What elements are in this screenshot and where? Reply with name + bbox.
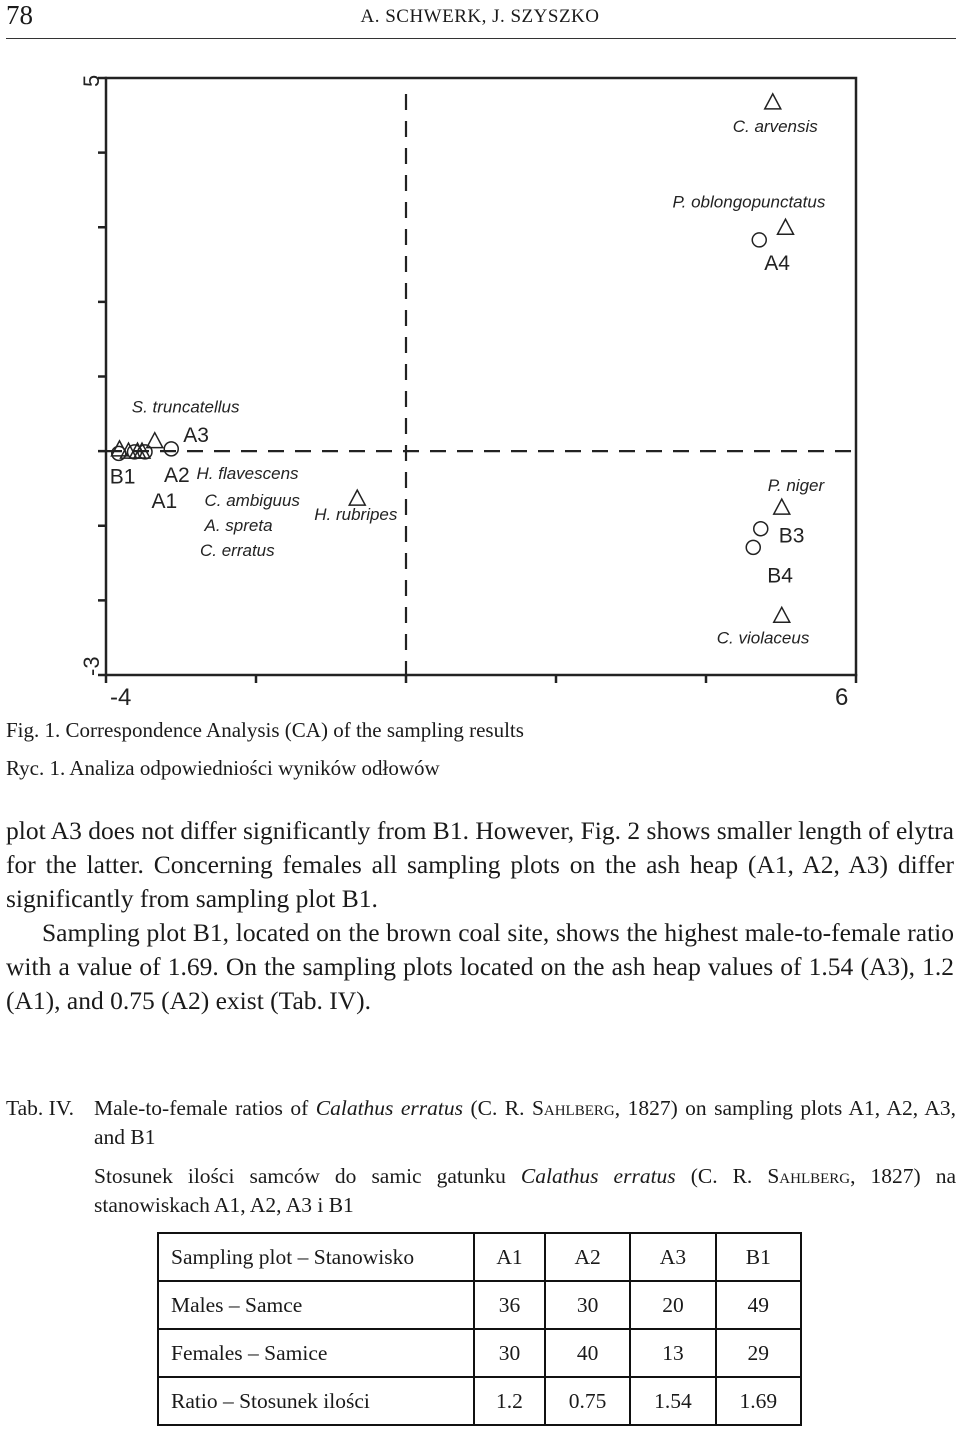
y-tick-label-min: -3 [79, 656, 104, 676]
author-name: Sahlberg [767, 1164, 851, 1188]
table-cell: 36 [474, 1281, 545, 1329]
table-caption [6, 1094, 956, 1220]
table-cell: 30 [545, 1281, 630, 1329]
table-cell: A2 [545, 1233, 630, 1281]
table-cell: Males – Samce [158, 1281, 474, 1329]
caption-text: (C. R. [462, 1096, 532, 1120]
point-label: C. erratus [200, 541, 275, 561]
table-cell: A1 [474, 1233, 545, 1281]
table-cell: 1.54 [630, 1377, 715, 1425]
species-point-h-rubripes [349, 490, 365, 505]
point-label: H. flavescens [196, 463, 299, 483]
point-label: S. truncatellus [131, 397, 240, 417]
point-label: B3 [778, 524, 805, 548]
site-point-a3 [164, 442, 178, 456]
table-row [158, 1233, 801, 1281]
y-tick-label-max: 5 [79, 74, 104, 87]
point-label: C. violaceus [716, 628, 810, 648]
ca-scatter-plot [0, 40, 960, 720]
point-label: B1 [109, 465, 136, 489]
caption-text: , 1827) on sampling plots A1, A2, A3, and B1 [94, 1096, 956, 1149]
table-cell: 0.75 [545, 1377, 630, 1425]
table-cell: Ratio – Stosunek ilości [158, 1377, 474, 1425]
point-label: B4 [767, 564, 793, 588]
species-point-p-oblongopunctatus [778, 219, 794, 234]
table-cell: 1.2 [474, 1377, 545, 1425]
point-label: P. niger [767, 476, 825, 496]
table-cell: 40 [545, 1329, 630, 1377]
point-label: A2 [164, 463, 190, 487]
caption-text: , 1827) na stanowiskach A1, A2, A3 i B1 [94, 1164, 957, 1217]
site-point-a4 [752, 233, 766, 247]
table-cell: 49 [716, 1281, 801, 1329]
point-label: A1 [151, 489, 178, 513]
table-cell: Sampling plot – Stanowisko [158, 1233, 474, 1281]
table-cell: Females – Samice [158, 1329, 474, 1377]
point-label: C. arvensis [732, 116, 818, 136]
species-point-c-arvensis [765, 94, 781, 109]
table-cell: 20 [630, 1281, 715, 1329]
table-row [158, 1329, 801, 1377]
caption-text: Male-to-female ratios of [94, 1096, 316, 1120]
table-row [158, 1377, 801, 1425]
table-cell: 29 [716, 1329, 801, 1377]
table-cell: 1.69 [716, 1377, 801, 1425]
plot-point-labels [110, 117, 826, 647]
x-tick-label-min: -4 [110, 684, 132, 711]
plot-frame [106, 78, 856, 675]
body-text [6, 814, 954, 1018]
axis-ticks [98, 78, 856, 683]
caption-text: (C. R. [675, 1164, 768, 1188]
species-name: Calathus erratus [520, 1164, 676, 1188]
point-label: P. oblongopunctatus [672, 192, 826, 212]
site-point-b4 [746, 540, 760, 554]
paragraph: plot A3 does not differ significantly from B1. However, Fig. 2 shows smaller length of elytra for the latter. Concerning females all sampling plots on the ash heap (A1, A2, A3) differ significantly from sampling plot B1. [6, 816, 954, 913]
ratio-table [157, 1232, 802, 1426]
table-caption-en [94, 1094, 956, 1152]
axis-tick-labels [79, 75, 848, 711]
point-label: A. spreta [204, 516, 273, 536]
point-label: H. rubripes [314, 505, 398, 525]
caption-text: Stosunek ilości samców do samic gatunku [94, 1164, 521, 1188]
header-rule [6, 38, 956, 39]
table-cell: A3 [630, 1233, 715, 1281]
species-point-c-violaceus [774, 607, 790, 622]
figure-caption-en: Fig. 1. Correspondence Analysis (CA) of the sampling results [6, 718, 524, 742]
table-cell: 13 [630, 1329, 715, 1377]
x-tick-label-max: 6 [835, 684, 849, 711]
point-label: A3 [183, 423, 209, 447]
running-head [0, 0, 960, 40]
table-cell: B1 [716, 1233, 801, 1281]
paragraph: Sampling plot B1, located on the brown coal site, shows the highest male-to-female ratio with a value of 1.69. On the sampling plots located on the ash heap values of 1.54 (A3), 1.2 (A1), and 0.75 (A2) exist (Tab. IV). [6, 918, 954, 1015]
point-label: A4 [764, 251, 790, 275]
site-point-b3 [754, 522, 768, 536]
running-title: A. SCHWERK, J. SZYSZKO [360, 6, 600, 27]
point-label: C. ambiguus [204, 491, 300, 511]
figure-caption-pl: Ryc. 1. Analiza odpowiedniości wyników odłowów [6, 756, 440, 780]
table-row [158, 1281, 801, 1329]
species-point-p-niger [774, 499, 790, 514]
species-name: Calathus erratus [315, 1096, 463, 1120]
table-label: Tab. IV. [6, 1096, 74, 1120]
table-caption-pl [94, 1162, 956, 1220]
author-name: Sahlberg [531, 1096, 615, 1120]
table-cell: 30 [474, 1329, 545, 1377]
page-number: 78 [6, 0, 33, 30]
